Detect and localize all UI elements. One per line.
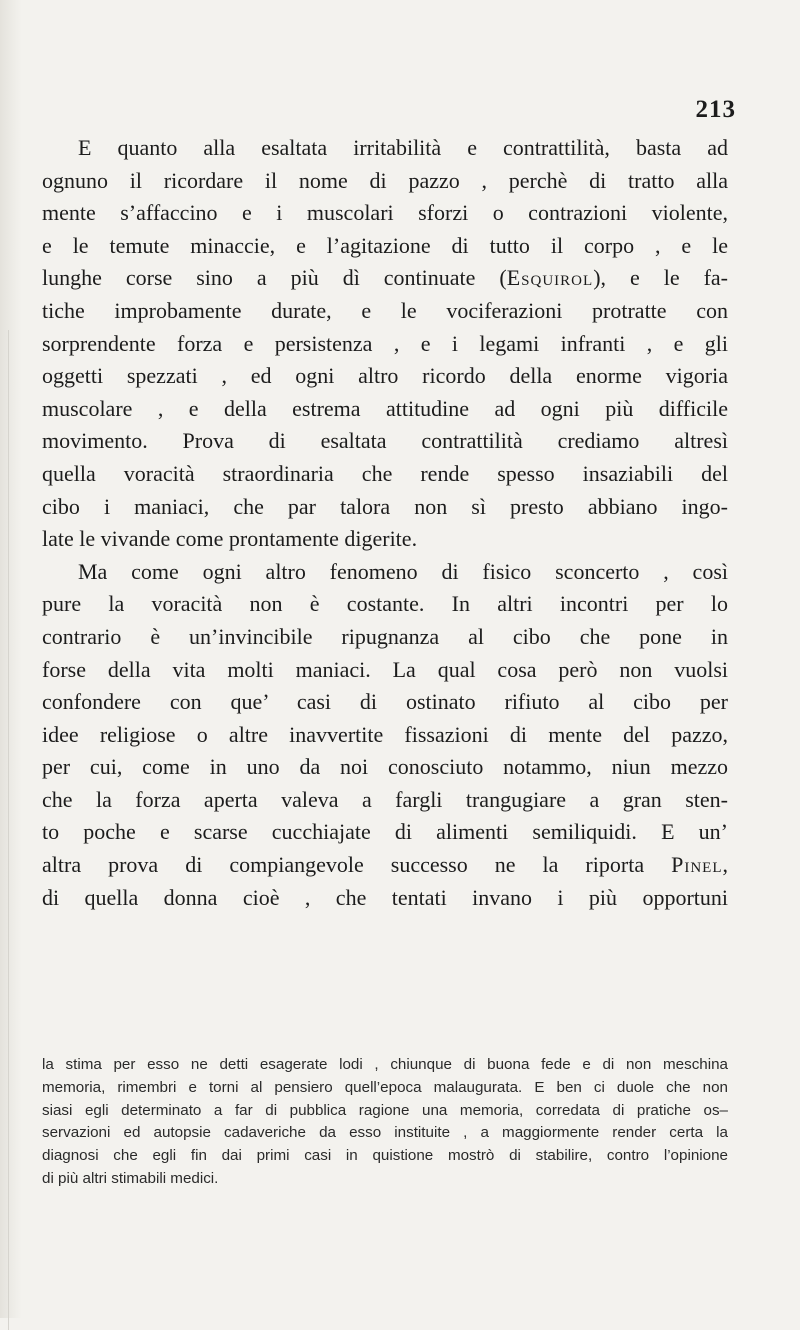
body-line: movimento. Prova di esaltata contrattilità crediamo altresì <box>42 428 728 454</box>
footnote-line: siasi egli determinato a far di pubblica ragione una memoria, corredata di pratiche os– <box>42 1101 728 1119</box>
author-name: Pinel <box>671 852 723 878</box>
author-name: Esquirol <box>506 265 594 291</box>
body-line: sorprendente forza e persistenza , e i legami infranti , e gli <box>42 330 728 356</box>
page-number: 213 <box>695 96 736 123</box>
body-line: oggetti spezzati , ed ogni altro ricordo della enorme vigoria <box>42 363 728 389</box>
body-line: tiche improbamente durate, e le vociferazioni protratte con <box>42 297 728 323</box>
body-line: forse della vita molti maniaci. La qual cosa però non vuolsi <box>42 656 728 682</box>
body-line: cibo i maniaci, che par talora non sì presto abbiano ingo- <box>42 493 728 519</box>
body-line: E quanto alla esaltata irritabilità e contrattilità, basta ad <box>78 135 728 160</box>
body-line: idee religiose o altre inavvertite fissazioni di mente del pazzo, <box>42 721 728 747</box>
footnote-line: memoria, rimembri e torni al pensiero quell’epoca malaugurata. E ben ci duole che non <box>42 1078 728 1096</box>
body-line: di quella donna cioè , che tentati invano i più opportuni <box>42 884 728 910</box>
body-line: confondere con que’ casi di ostinato rifiuto al cibo per <box>42 689 728 715</box>
body-line: per cui, come in uno da noi conosciuto notammo, niun mezzo <box>42 754 728 780</box>
binding-gutter <box>0 0 22 1318</box>
body-text <box>42 132 728 914</box>
body-line <box>42 262 728 295</box>
body-line: che la forza aperta valeva a fargli trangugiare a gran sten- <box>42 786 728 812</box>
body-line: e le temute minaccie, e l’agitazione di tutto il corpo , e le <box>42 232 728 258</box>
body-line: late le vivande come prontamente digerite. <box>42 526 418 552</box>
footnote-line: la stima per esso ne detti esagerate lodi , chiunque di buona fede e di non meschina <box>42 1056 728 1073</box>
body-line <box>42 849 728 882</box>
body-line: contrario è un’invincibile ripugnanza al cibo che pone in <box>42 623 728 649</box>
body-line: quella voracità straordinaria che rende spesso insaziabili del <box>42 460 728 486</box>
body-line: to poche e scarse cucchiajate di alimenti semiliquidi. E un’ <box>42 819 728 845</box>
footnote <box>42 1054 728 1191</box>
body-line-text: ), e le fa- <box>593 265 728 291</box>
body-line-text: , <box>722 852 728 878</box>
body-line: pure la voracità non è costante. In altri incontri per lo <box>42 591 728 617</box>
body-line: muscolare , e della estrema attitudine ad ogni più difficile <box>42 395 728 421</box>
body-line-text: altra prova di compiangevole successo ne la riporta <box>42 852 672 878</box>
body-line: Ma come ogni altro fenomeno di fisico sconcerto , così <box>78 558 728 584</box>
footnote-line: servazioni ed autopsie cadaveriche da esso instituite , a maggiormente render certa la <box>42 1124 728 1142</box>
body-line: ognuno il ricordare il nome di pazzo , perchè di tratto alla <box>42 167 728 193</box>
body-line-text: lunghe corse sino a più dì continuate ( <box>42 265 507 291</box>
gutter-edge-line <box>8 330 9 1330</box>
footnote-line: diagnosi che egli fin dai primi casi in quistione mostrò di stabilire, contro l’opinione <box>42 1147 728 1165</box>
body-line: mente s’affaccino e i muscolari sforzi o contrazioni violente, <box>42 200 728 226</box>
footnote-line: di più altri stimabili medici. <box>42 1169 219 1187</box>
